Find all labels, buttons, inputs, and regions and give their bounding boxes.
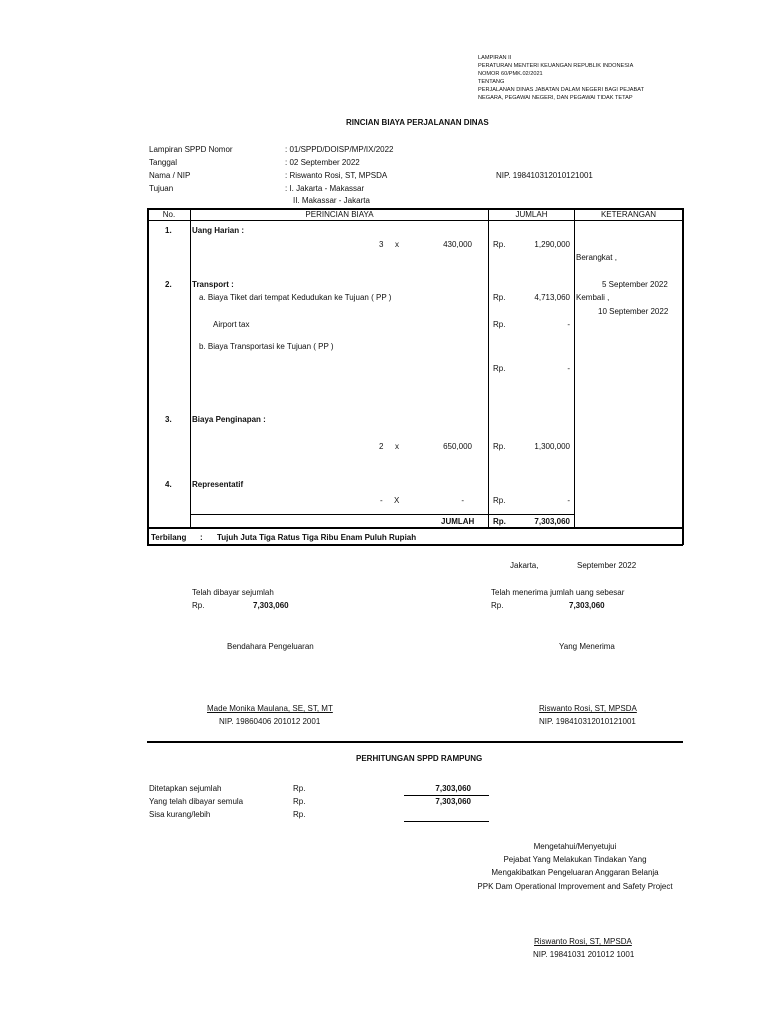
header-no: No. (162, 210, 176, 219)
row-amount: - (567, 496, 570, 505)
table-total-bottom (147, 527, 683, 529)
approval-line: Mengetahui/Menyetujui (533, 842, 617, 851)
row-no: 2. (165, 280, 172, 289)
lampiran-line: NOMOR 60/PMK.02/2021 (478, 71, 543, 77)
row-qty: 3 (379, 240, 384, 249)
row-sub-label: Airport tax (213, 320, 250, 329)
tanggal-label: Tanggal (149, 158, 178, 167)
lampiran-line: TENTANG (478, 79, 505, 85)
row-label: Uang Harian : (192, 226, 245, 235)
rampung-rp: Rp. (293, 810, 306, 819)
row-amount: - (567, 320, 570, 329)
section-divider (147, 741, 683, 743)
total-label: JUMLAH (441, 517, 475, 526)
row-price: 650,000 (443, 442, 472, 451)
row-qty: - (380, 496, 383, 505)
header-jumlah: JUMLAH (515, 210, 548, 219)
amount-underline (404, 821, 489, 822)
row-amount: 1,300,000 (534, 442, 570, 451)
rampung-amount: 7,303,060 (435, 784, 471, 793)
row-no: 1. (165, 226, 172, 235)
treasurer-nip: NIP. 19860406 201012 2001 (219, 717, 321, 726)
table-border-right (682, 208, 684, 545)
paid-amount: 7,303,060 (253, 601, 289, 610)
rampung-label: Yang telah dibayar semula (149, 797, 244, 806)
row-sub-label: a. Biaya Tiket dari tempat Kedudukan ke Tujuan ( PP ) (199, 293, 392, 302)
table-col-divider (488, 208, 489, 528)
sppd-label: Lampiran SPPD Nomor (149, 145, 233, 154)
receiver-title: Yang Menerima (559, 642, 615, 651)
row-amount: - (567, 364, 570, 373)
received-amount: 7,303,060 (569, 601, 605, 610)
row-rp: Rp. (493, 364, 506, 373)
row-sub-label: b. Biaya Transportasi ke Tujuan ( PP ) (199, 342, 334, 351)
tujuan-label: Tujuan (149, 184, 174, 193)
table-border-bottom (147, 544, 683, 546)
header-perincian: PERINCIAN BIAYA (305, 210, 374, 219)
received-label: Telah menerima jumlah uang sebesar (491, 588, 625, 597)
row-x: x (395, 442, 399, 451)
treasurer-name: Made Monika Maulana, SE, ST, MT (207, 704, 333, 713)
row-no: 4. (165, 480, 172, 489)
lampiran-line: NEGARA, PEGAWAI NEGERI, DAN PEGAWAI TIDAK TETAP (478, 95, 633, 101)
approval-line: Mengakibatkan Pengeluaran Anggaran Belanja (491, 868, 659, 877)
row-x: x (395, 240, 399, 249)
total-rp: Rp. (493, 517, 506, 526)
sppd-value: : 01/SPPD/DOISP/MP/IX/2022 (285, 145, 394, 154)
approval-name: Riswanto Rosi, ST, MPSDA (534, 937, 632, 946)
row-rp: Rp. (493, 293, 506, 302)
signature-date: September 2022 (577, 561, 637, 570)
row-no: 3. (165, 415, 172, 424)
keterangan-berangkat-date: 5 September 2022 (602, 280, 668, 289)
rampung-rp: Rp. (293, 797, 306, 806)
row-rp: Rp. (493, 320, 506, 329)
approval-line: PPK Dam Operational Improvement and Safety Project (477, 882, 673, 891)
row-rp: Rp. (493, 442, 506, 451)
document-title: RINCIAN BIAYA PERJALANAN DINAS (346, 118, 489, 127)
rampung-label: Sisa kurang/lebih (149, 810, 211, 819)
row-label: Transport : (192, 280, 234, 289)
nip-value: NIP. 198410312010121001 (496, 171, 593, 180)
row-rp: Rp. (493, 496, 506, 505)
terbilang-label: Terbilang (151, 533, 187, 542)
tujuan-value-1: : I. Jakarta - Makassar (285, 184, 365, 193)
row-price: - (461, 496, 464, 505)
nama-value: : Riswanto Rosi, ST, MPSDA (285, 171, 388, 180)
paid-label: Telah dibayar sejumlah (192, 588, 274, 597)
rampung-label: Ditetapkan sejumlah (149, 784, 222, 793)
paid-rp: Rp. (192, 601, 205, 610)
receiver-nip: NIP. 198410312010121001 (539, 717, 636, 726)
tujuan-value-2: II. Makassar - Jakarta (293, 196, 370, 205)
received-rp: Rp. (491, 601, 504, 610)
treasurer-title: Bendahara Pengeluaran (227, 642, 314, 651)
table-header-divider (147, 220, 683, 221)
lampiran-line: PERATURAN MENTERI KEUANGAN REPUBLIK INDONESIA (478, 63, 634, 69)
row-x: X (394, 496, 400, 505)
row-qty: 2 (379, 442, 384, 451)
row-amount: 1,290,000 (534, 240, 570, 249)
receiver-name: Riswanto Rosi, ST, MPSDA (539, 704, 637, 713)
terbilang-colon: : (200, 533, 203, 542)
table-border-left (147, 208, 149, 545)
keterangan-berangkat: Berangkat , (576, 253, 617, 262)
row-rp: Rp. (493, 240, 506, 249)
rampung-rp: Rp. (293, 784, 306, 793)
nama-label: Nama / NIP (149, 171, 191, 180)
signature-city: Jakarta, (510, 561, 539, 570)
amount-underline (404, 795, 489, 796)
header-keterangan: KETERANGAN (600, 210, 657, 219)
lampiran-line: PERJALANAN DINAS JABATAN DALAM NEGERI BAGI PEJABAT (478, 87, 644, 93)
total-amount: 7,303,060 (534, 517, 570, 526)
rampung-title: PERHITUNGAN SPPD RAMPUNG (356, 754, 483, 763)
row-amount: 4,713,060 (534, 293, 570, 302)
tanggal-value: : 02 September 2022 (285, 158, 360, 167)
row-label: Representatif (192, 480, 244, 489)
table-col-divider (574, 208, 575, 528)
lampiran-line: LAMPIRAN II (478, 55, 512, 61)
table-total-top (190, 514, 574, 515)
rampung-amount: 7,303,060 (435, 797, 471, 806)
keterangan-kembali-date: 10 September 2022 (598, 307, 669, 316)
approval-nip: NIP. 19841031 201012 1001 (533, 950, 635, 959)
terbilang-value: Tujuh Juta Tiga Ratus Tiga Ribu Enam Puluh Rupiah (217, 533, 417, 542)
row-price: 430,000 (443, 240, 472, 249)
approval-line: Pejabat Yang Melakukan Tindakan Yang (503, 855, 647, 864)
row-label: Biaya Penginapan : (192, 415, 266, 424)
keterangan-kembali: Kembali , (576, 293, 610, 302)
table-col-divider (190, 208, 191, 528)
